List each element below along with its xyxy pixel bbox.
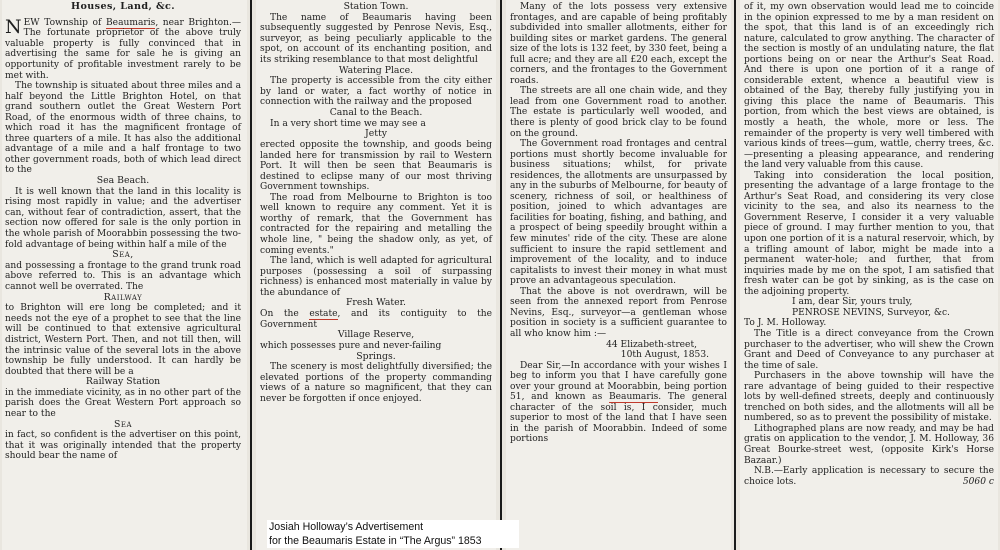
beaumaris-highlight: Beaumaris	[106, 17, 156, 28]
subheading-watering-place: Watering Place.	[338, 64, 414, 76]
letter-signature: PENROSE NEVINS, Surveyor, &c.	[792, 307, 950, 318]
subheading-sea-beach: Sea Beach.	[96, 175, 150, 186]
ad-paragraph: In a very short time we may see a	[270, 118, 426, 129]
subheading-sea: Sea	[113, 418, 133, 430]
ad-paragraph: The road from Melbourne to Brighton is too well known to require any comment. Yet it is worthy of remark, that the Government has contracted for the repairing and metalling the whole line, " being the shadow only, as yet, of coming events."	[260, 192, 492, 256]
ad-paragraph: On the estate, and its contiguity to the Government	[260, 309, 492, 330]
caption-line-1: Josiah Holloway’s Advertisement	[269, 521, 424, 533]
column-1	[2, 0, 247, 550]
ad-paragraph: The Title is a direct conveyance from the Crown purchaser to the advertiser, who will shew the Crown Grant and Deed of Conveyance to any purchaser at the time of sale.	[744, 328, 994, 371]
ad-paragraph: Lithographed plans are now ready, and may be had gratis on application to the vendor, J. M. Holloway, 36 Great Bourke-street west, (opposite Kirk's Horse Bazaar.)	[744, 423, 994, 466]
ad-paragraph: which possesses pure and never-failing	[260, 341, 442, 351]
subheading-sea: Sea,	[112, 249, 134, 261]
ad-paragraph: Taking into consideration the local position, presenting the advantage of a large frontage to the Arthur's Seat Road, and considering its very close vicinity to the sea, and also its nearness to the Government Reserve, I consider it a very valuable piece of ground. I may further mention to you, that upon one portion of it is a natural reservoir, which, by a trifling amount of labor, might be made into a permanent water-hole; and further, that from inquiries made by me on the spot, I am satisfied that fresh water can be got by sinking, as is the case on the adjoining property.	[744, 170, 994, 297]
ad-paragraph: The Government road frontages and central portions must shortly become invaluable for business situations; whilst, for private residences, the allotments are unsurpassed by any in the suburbs of Melbourne, for beauty of scenery, richness of soil, or healthiness of position, joined to which advantages are facilities for boating, fishing, and bathing, and a prospect of being speedily brought within a few minutes' ride of the city. These are alone sufficient to insure the rapid settlement and improvement of the locality, and to induce capitalists to invest their money in what must prove an advantageous speculation.	[510, 139, 727, 287]
column-4	[740, 0, 998, 550]
ad-paragraph: Dear Sir,—In accordance with your wishes I beg to inform you that I have carefully gone over your ground at Moorabbin, being portion 51, and known as Beaumaris. The general character of the soil is, I consider, much superior to most of the land that I have seen in the parish of Moorabbin. Indeed of some portions	[510, 360, 727, 445]
image-caption	[267, 520, 519, 548]
ad-paragraph: erected opposite the township, and goods being landed here for transmission by rail to Western Port. It will then be seen that Beaumaris is destined to eclipse many of our most thriving Government townships.	[260, 140, 492, 193]
ad-paragraph: of it, my own observation would lead me to coincide in the opinion expressed to me by a man resident on the spot, that this land is of an exceedingly rich nature, calculated to grow anything. The character of the section is mostly of an undulating nature, the flat portions being on or near the Arthur's Seat Road. And there is upon one portion of it a range of considerable extent, whence a beautiful view is obtained of the Bay, thereby fully justifying you in giving this place the name of Beaumaris. This portion, from which the best views are obtained, is mostly a heath, the whole, more or less. The remainder of the property is very well timbered with various kinds of trees—gum, wattle, cherry trees, &c.—presenting a pleasing appearance, and rendering the land very valuable from this cause.	[744, 2, 994, 171]
ad-paragraph: The property is accessible from the city either by land or water, a fact worthy of notice in connection with the railway and the proposed	[260, 76, 492, 108]
subheading-railway-station: Railway Station	[85, 376, 161, 388]
letter-closing: I am, dear Sir, yours truly,	[792, 297, 913, 308]
ad-paragraph: The land, which is well adapted for agricultural purposes (possessing a soil of surpassing richness) is enhanced most materially in value by the abundance of	[260, 256, 492, 298]
drop-cap: N	[5, 15, 22, 38]
ad-paragraph: NEW Township of Beaumaris, near Brighton.—The fortunate proprietor of the above truly valuable property is fully convinced that in advertising the same for sale he is giving an opportunity of profitable investment rarely to be met with.	[5, 15, 242, 81]
subheading-springs: Springs.	[356, 350, 396, 362]
subheading-fresh-water: Fresh Water.	[345, 297, 407, 309]
column-2	[256, 0, 496, 550]
ad-paragraph: in fact, so confident is the advertiser on this point, that it was originally intended that the property should bear the name of	[5, 430, 241, 462]
ad-reference-number: 5060 c	[962, 476, 994, 487]
letter-address: 44 Elizabeth-street,	[606, 339, 697, 350]
ad-paragraph: Many of the lots possess very extensive frontages, and are capable of being profitably subdivided into smaller allotments, either for building sites or market gardens. The general size of the lots is 132 feet, by 330 feet, being a full acre; and they are all £20 each, except the corners, and the frontages to the Government roads.	[510, 2, 727, 86]
ad-paragraph: in the immediate vicinity, as in no other part of the parish does the Great Western Port approach so near to the	[5, 387, 241, 420]
subheading-canal: Canal to the Beach.	[329, 106, 423, 118]
column-rule	[250, 0, 252, 550]
ad-paragraph: The township is situated about three miles and a half beyond the Little Brighton Hotel, on that grand southern outlet the Great Western Port Road, of the enormous width of three chains, to which road it has the magnificent frontage of three quarters of a mile. It has also the additional advantage of a mile and a half frontage to two other government roads, both of which lead direct to the	[5, 81, 241, 176]
column-rule	[500, 0, 502, 550]
ad-paragraph: The name of Beaumaris having been subsequently suggested by Penrose Nevis, Esq., surveyor, as being peculiarly applicable to the spot, on account of its enchanting position, and its striking resemblance to that most delightful	[260, 12, 492, 65]
section-header: Houses, Land, &c.	[71, 1, 175, 12]
column-3	[506, 0, 731, 550]
ad-paragraph: The scenery is most delightfully diversified; the elevated portions of the property commanding views of a nature so magnificent, that they can never be forgotten if once enjoyed.	[260, 362, 492, 404]
ad-paragraph: N.B.—Early application is necessary to secure the choice lots. 5060 c	[744, 466, 994, 487]
estate-highlight: estate	[309, 309, 338, 320]
ad-paragraph: and possessing a frontage to the grand trunk road above referred to. This is an advantage which cannot well be overrated. The	[5, 260, 241, 292]
ad-paragraph: It is well known that the land in this locality is rising most rapidly in value; and the advertiser can, without fear of contradiction, assert, that the section now offered for sale is the only portion in the whole parish of Moorabbin possessing the two-fold advantage of being within half a mile of the	[5, 186, 241, 250]
subheading-station-town: Station Town.	[343, 1, 409, 12]
letter-recipient: To J. M. Holloway.	[744, 318, 827, 329]
ad-paragraph: to Brighton will ere long be completed; and it needs not the eye of a prophet to see that the line will be continued to that extensive agricultural district, Western Port. Then, and not till then, will the intrinsic value of the several lots in the above township be fully understood. It can hardly be doubted that there will be a	[5, 303, 241, 377]
column-rule	[734, 0, 736, 550]
ad-paragraph: Purchasers in the above township will have the rare advantage of being guided to their respective lots by well-defined streets, deeply and continuously trenched on both sides, and the allotments will all be numbered, so as to prevent the possibility of mistake.	[744, 371, 994, 424]
subheading-village-reserve: Village Reserve,	[337, 329, 415, 341]
subheading-railway: Railway	[103, 291, 143, 303]
ad-paragraph: The streets are all one chain wide, and they lead from one Government road to another. The estate is particularly well wooded, and there is plenty of good brick clay to be found on the ground.	[510, 86, 727, 139]
letter-date: 10th August, 1853.	[620, 350, 709, 361]
subheading-jetty: Jetty	[365, 128, 387, 140]
caption-line-2: for the Beaumaris Estate in “The Argus” 1853	[269, 535, 482, 547]
beaumaris-highlight: Beaumaris	[608, 392, 659, 403]
ad-paragraph: That the above is not overdrawn, will be seen from the annexed report from Penrose Nevins, Esq., surveyor—a gentleman whose position in society is a sufficient guarantee to all who know him :—	[510, 286, 727, 339]
